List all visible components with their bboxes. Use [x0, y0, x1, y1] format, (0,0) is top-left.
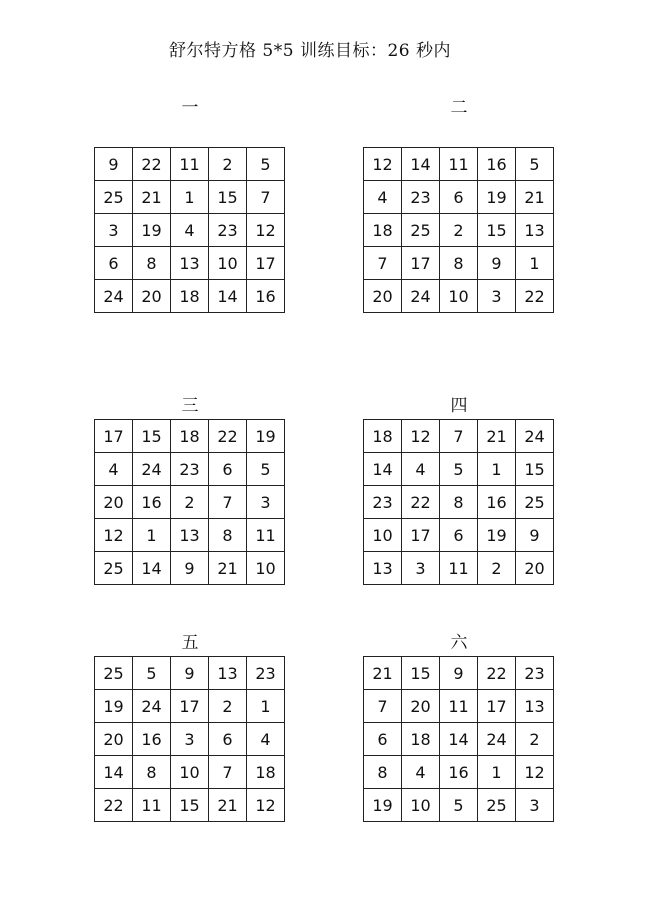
grid-cell: 15 [171, 789, 209, 822]
grid-cell: 1 [133, 519, 171, 552]
grid-cell: 15 [133, 420, 171, 453]
grid-row [364, 148, 554, 181]
grid-cell: 13 [171, 247, 209, 280]
grid-cell: 4 [364, 181, 402, 214]
grid-cell: 2 [209, 690, 247, 723]
grid-cell: 9 [171, 657, 209, 690]
grid-row [364, 420, 554, 453]
grid-cell: 22 [402, 486, 440, 519]
schulte-grid [94, 147, 285, 313]
grid-cell: 5 [133, 657, 171, 690]
grid-cell: 6 [209, 723, 247, 756]
grid-cell: 12 [247, 789, 285, 822]
grid-row [364, 214, 554, 247]
grid-cell: 21 [209, 552, 247, 585]
grid-cell: 23 [364, 486, 402, 519]
block-title: 五 [181, 633, 199, 653]
grid-cell: 4 [171, 214, 209, 247]
grid-cell: 7 [364, 690, 402, 723]
grid-cell: 25 [95, 181, 133, 214]
grid-cell: 14 [95, 756, 133, 789]
grid-cell: 21 [478, 420, 516, 453]
grid-cell: 15 [402, 657, 440, 690]
grid-cell: 18 [364, 420, 402, 453]
block-title: 四 [450, 396, 468, 416]
grid-row [95, 657, 285, 690]
grid-cell: 25 [402, 214, 440, 247]
grid-cell: 2 [440, 214, 478, 247]
grid-cell: 16 [478, 148, 516, 181]
grid-cell: 23 [516, 657, 554, 690]
grid-row [364, 280, 554, 313]
grid-cell: 7 [209, 486, 247, 519]
grid-row [95, 247, 285, 280]
grid-cell: 16 [440, 756, 478, 789]
grid-cell: 20 [95, 486, 133, 519]
grid-cell: 22 [209, 420, 247, 453]
grid-cell: 8 [133, 756, 171, 789]
grid-row [95, 723, 285, 756]
grid-row [95, 486, 285, 519]
grid-cell: 13 [364, 552, 402, 585]
grid-cell: 7 [440, 420, 478, 453]
grid-cell: 3 [402, 552, 440, 585]
grid-cell: 24 [95, 280, 133, 313]
grid-cell: 25 [95, 552, 133, 585]
grid-cell: 3 [516, 789, 554, 822]
grid-cell: 18 [171, 420, 209, 453]
grid-cell: 10 [364, 519, 402, 552]
grid-cell: 6 [440, 519, 478, 552]
grid-cell: 10 [171, 756, 209, 789]
grid-cell: 5 [516, 148, 554, 181]
grid-cell: 13 [209, 657, 247, 690]
grid-row [364, 723, 554, 756]
grid-row [95, 519, 285, 552]
grid-row [364, 181, 554, 214]
grid-cell: 5 [247, 453, 285, 486]
grid-cell: 16 [133, 486, 171, 519]
grid-cell: 9 [171, 552, 209, 585]
grid-cell: 19 [133, 214, 171, 247]
grid-cell: 22 [516, 280, 554, 313]
grid-cell: 10 [209, 247, 247, 280]
block-title: 二 [450, 98, 468, 118]
grid-cell: 1 [247, 690, 285, 723]
grid-cell: 20 [516, 552, 554, 585]
grid-cell: 18 [247, 756, 285, 789]
grid-cell: 24 [402, 280, 440, 313]
grid-cell: 2 [171, 486, 209, 519]
grid-row [95, 214, 285, 247]
grid-cell: 12 [402, 420, 440, 453]
grid-cell: 23 [402, 181, 440, 214]
grid-cell: 19 [364, 789, 402, 822]
grid-cell: 5 [440, 789, 478, 822]
grid-cell: 7 [209, 756, 247, 789]
grid-row [95, 148, 285, 181]
grid-cell: 19 [247, 420, 285, 453]
grid-cell: 25 [516, 486, 554, 519]
grid-cell: 1 [478, 453, 516, 486]
grid-cell: 17 [247, 247, 285, 280]
grid-cell: 14 [209, 280, 247, 313]
grid-cell: 15 [209, 181, 247, 214]
grid-cell: 5 [440, 453, 478, 486]
grid-cell: 22 [133, 148, 171, 181]
grid-cell: 11 [440, 148, 478, 181]
grid-cell: 14 [364, 453, 402, 486]
grid-cell: 23 [171, 453, 209, 486]
grid-row [364, 690, 554, 723]
grid-cell: 13 [171, 519, 209, 552]
grid-row [95, 453, 285, 486]
schulte-grid [94, 656, 285, 822]
block-title: 三 [181, 396, 199, 416]
grid-cell: 17 [402, 247, 440, 280]
grid-row [364, 486, 554, 519]
grid-cell: 19 [95, 690, 133, 723]
block-title: 一 [181, 98, 199, 118]
grid-cell: 9 [440, 657, 478, 690]
grid-cell: 7 [247, 181, 285, 214]
grid-cell: 8 [133, 247, 171, 280]
grid-cell: 19 [478, 181, 516, 214]
grid-cell: 18 [171, 280, 209, 313]
grid-row [364, 453, 554, 486]
grid-cell: 10 [402, 789, 440, 822]
grid-cell: 14 [402, 148, 440, 181]
grid-cell: 6 [95, 247, 133, 280]
grid-cell: 15 [478, 214, 516, 247]
grid-cell: 8 [440, 247, 478, 280]
grid-cell: 21 [209, 789, 247, 822]
grid-cell: 16 [133, 723, 171, 756]
grid-cell: 11 [171, 148, 209, 181]
grid-row [95, 789, 285, 822]
grid-cell: 11 [247, 519, 285, 552]
grid-cell: 3 [171, 723, 209, 756]
grid-cell: 19 [478, 519, 516, 552]
grid-row [364, 552, 554, 585]
grid-cell: 8 [209, 519, 247, 552]
grid-cell: 4 [95, 453, 133, 486]
grid-row [95, 690, 285, 723]
grid-row [95, 280, 285, 313]
grid-cell: 24 [133, 453, 171, 486]
grid-cell: 17 [95, 420, 133, 453]
grid-row [95, 756, 285, 789]
grid-cell: 1 [478, 756, 516, 789]
grid-cell: 2 [478, 552, 516, 585]
grid-row [95, 420, 285, 453]
grid-cell: 13 [516, 690, 554, 723]
grid-cell: 20 [402, 690, 440, 723]
grid-cell: 6 [364, 723, 402, 756]
grid-cell: 23 [247, 657, 285, 690]
grid-cell: 9 [478, 247, 516, 280]
grid-cell: 3 [478, 280, 516, 313]
grid-row [364, 519, 554, 552]
grid-cell: 6 [440, 181, 478, 214]
grid-row [95, 181, 285, 214]
grid-cell: 18 [364, 214, 402, 247]
grid-cell: 24 [478, 723, 516, 756]
grid-cell: 6 [209, 453, 247, 486]
schulte-grid [363, 656, 554, 822]
grid-cell: 4 [402, 756, 440, 789]
grid-cell: 11 [133, 789, 171, 822]
grid-cell: 12 [364, 148, 402, 181]
grid-cell: 3 [95, 214, 133, 247]
grid-cell: 21 [516, 181, 554, 214]
grid-cell: 1 [516, 247, 554, 280]
grid-row [364, 657, 554, 690]
grid-cell: 13 [516, 214, 554, 247]
grid-cell: 20 [364, 280, 402, 313]
grid-cell: 7 [364, 247, 402, 280]
grid-cell: 17 [171, 690, 209, 723]
grid-cell: 12 [95, 519, 133, 552]
grid-cell: 1 [171, 181, 209, 214]
grid-cell: 8 [440, 486, 478, 519]
grid-cell: 8 [364, 756, 402, 789]
grid-cell: 17 [402, 519, 440, 552]
grid-cell: 25 [478, 789, 516, 822]
grid-cell: 24 [516, 420, 554, 453]
schulte-grid [94, 419, 285, 585]
grid-row [364, 247, 554, 280]
grid-cell: 11 [440, 690, 478, 723]
grid-cell: 24 [133, 690, 171, 723]
page-title: 舒尔特方格 5*5 训练目标：26 秒内 [169, 41, 451, 61]
grid-row [364, 789, 554, 822]
grid-cell: 20 [95, 723, 133, 756]
grid-cell: 5 [247, 148, 285, 181]
grid-cell: 17 [478, 690, 516, 723]
grid-cell: 22 [95, 789, 133, 822]
block-title: 六 [450, 633, 468, 653]
grid-cell: 3 [247, 486, 285, 519]
grid-cell: 4 [247, 723, 285, 756]
grid-cell: 16 [478, 486, 516, 519]
grid-cell: 16 [247, 280, 285, 313]
grid-cell: 15 [516, 453, 554, 486]
grid-cell: 9 [95, 148, 133, 181]
grid-cell: 21 [133, 181, 171, 214]
grid-row [364, 756, 554, 789]
grid-cell: 14 [440, 723, 478, 756]
grid-cell: 18 [402, 723, 440, 756]
grid-cell: 4 [402, 453, 440, 486]
grid-cell: 22 [478, 657, 516, 690]
schulte-grid [363, 147, 554, 313]
grid-cell: 2 [209, 148, 247, 181]
schulte-grid [363, 419, 554, 585]
grid-cell: 23 [209, 214, 247, 247]
grid-cell: 10 [247, 552, 285, 585]
grid-cell: 14 [133, 552, 171, 585]
grid-row [95, 552, 285, 585]
grid-cell: 9 [516, 519, 554, 552]
grid-cell: 11 [440, 552, 478, 585]
grid-cell: 21 [364, 657, 402, 690]
grid-cell: 12 [516, 756, 554, 789]
grid-cell: 20 [133, 280, 171, 313]
grid-cell: 12 [247, 214, 285, 247]
grid-cell: 25 [95, 657, 133, 690]
grid-cell: 2 [516, 723, 554, 756]
grid-cell: 10 [440, 280, 478, 313]
